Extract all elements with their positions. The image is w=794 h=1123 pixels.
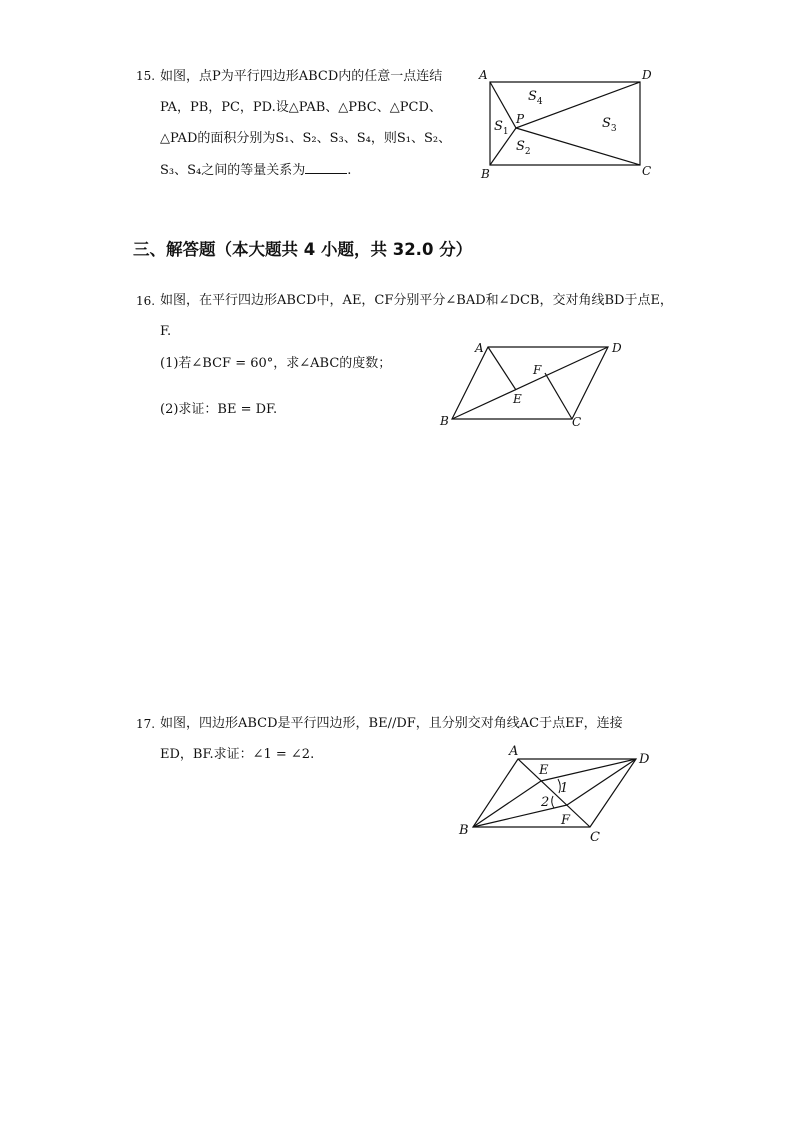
question-number: 15. [136, 69, 156, 83]
q17-figure [452, 738, 662, 848]
label-e: E [513, 392, 522, 406]
label-angle-2: 2 [541, 795, 550, 810]
diagonal-bd [452, 347, 608, 419]
segment-cf [545, 373, 572, 419]
diagonal-ac [518, 759, 590, 827]
label-e: E [539, 763, 549, 778]
question-number: 17. [136, 717, 156, 731]
rectangle-abcd [490, 82, 640, 165]
label-d: D [612, 341, 622, 355]
label-s2: $S_2$ [516, 139, 531, 157]
label-b: B [481, 167, 490, 181]
segment-df [567, 759, 636, 805]
answer-blank [305, 160, 347, 174]
label-b: B [440, 414, 449, 428]
question-text-line: 如图，点P为平行四边形ABCD内的任意一点连结 [160, 69, 443, 84]
question-text-line: 如图，四边形ABCD是平行四边形，BE//DF，且分别交对角线AC于点EF，连接 [160, 716, 623, 731]
label-b: B [459, 823, 469, 838]
question-text-line: △PAD的面积分别为S₁、S₂、S₃、S₄，则S₁、S₂、 [160, 131, 452, 146]
question-text-line: PA，PB，PC，PD.设△PAB、△PBC、△PCD、 [160, 100, 442, 115]
label-a: A [479, 68, 488, 82]
segment-ed [541, 759, 636, 781]
question-part-1: (1)若∠BCF = 60°，求∠ABC的度数； [160, 356, 392, 371]
segment-bf [473, 805, 567, 827]
label-c: C [642, 164, 652, 178]
segment-be [473, 781, 541, 827]
question-number: 16. [136, 294, 156, 308]
segment-ae [488, 347, 516, 390]
label-p: P [516, 112, 525, 126]
label-f: F [561, 813, 571, 828]
question-text-line: 如图，在平行四边形ABCD中，AE，CF分别平分∠BAD和∠DCB，交对角线BD于点E， [160, 293, 673, 308]
label-d: D [639, 752, 650, 767]
q15-figure [470, 62, 660, 184]
label-a: A [475, 341, 484, 355]
question-part-2: (2)求证：BE = DF. [160, 402, 278, 417]
label-d: D [642, 68, 652, 82]
label-c: C [572, 415, 582, 429]
label-s3: $S_3$ [602, 116, 617, 134]
question-text-line: ED，BF.求证：∠1 = ∠2. [160, 747, 315, 762]
question-text-line: F. [160, 324, 172, 339]
q16-figure [434, 335, 634, 430]
label-s4: $S_4$ [528, 89, 543, 107]
label-s1: $S_1$ [494, 119, 509, 137]
question-text-line: S₃、S₄之间的等量关系为 . [160, 160, 351, 181]
segment-pc [516, 128, 640, 165]
angle-2-arc [552, 796, 554, 808]
label-angle-1: 1 [560, 781, 569, 796]
label-a: A [509, 744, 519, 759]
section-heading: 三、解答题（本大题共 4 小题，共 32.0 分） [133, 240, 473, 259]
label-f: F [533, 363, 542, 377]
label-c: C [590, 830, 600, 845]
